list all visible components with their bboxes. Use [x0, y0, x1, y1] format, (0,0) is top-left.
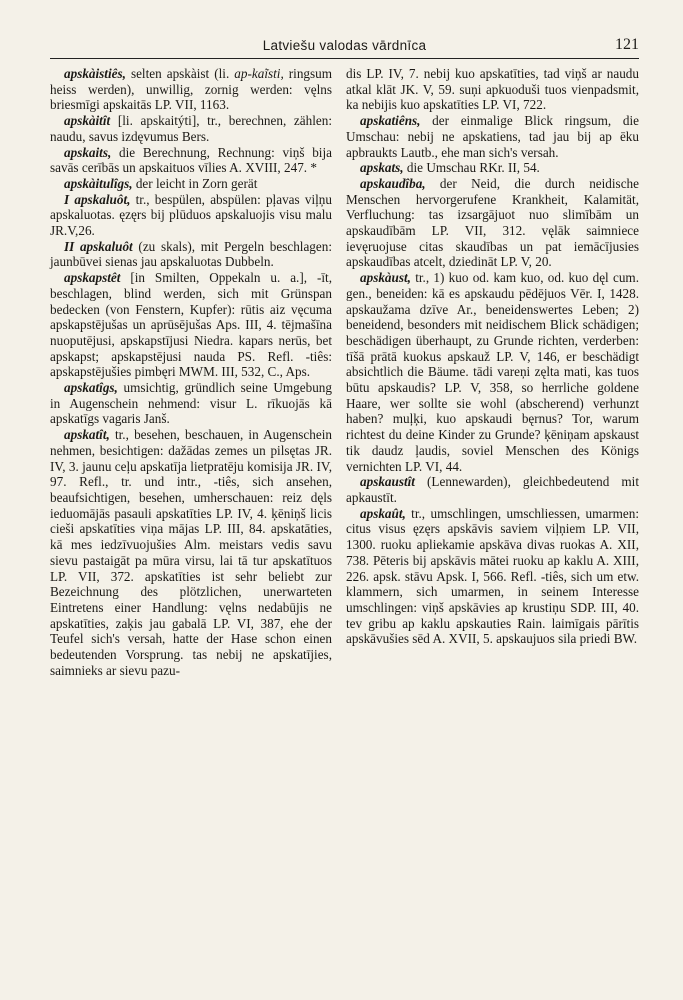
entry-headword: apskatîgs, [64, 380, 118, 396]
entry-headword: apskàust, [360, 270, 411, 286]
dictionary-entry [50, 113, 332, 144]
page-number: 121 [615, 36, 639, 53]
entry-text: (zu skals), mit Pergeln beschlagen: jaunbūvei sienas jau apskaluotas Dubbeln. [50, 238, 333, 270]
entry-example: ap-kaĩsti, [234, 66, 284, 81]
entry-text: umsichtig, gründlich seine Umgebung in Augenschein nehmend: visur L. rīkuojās kā apskatīgs vagaris Janš. [50, 380, 332, 427]
running-title: Latviešu valodas vārdnīca [262, 38, 427, 53]
entry-text: tr., besehen, beschauen, in Augenschein nehmen, besichtigen: dažādas zemes un pilsętas JR. IV, 3. jaunu ceļu apskatīja lietpratēju komisija JR. IV, 97. Refl., tr. und intr., -tiês, sich ansehen, beaufsichtigen, besehen, umherschauen: reiz dęls ieduomājās pasauli apskatīties LP. IV, 4. ķēniņš licis cieši apskatīties viņa mājas LP. III, 84. apskatāties, kā mes iedzīvuojušies Alm. meistars vedis savu sievu pastaigāt pa mūra virsu, lai tā tur apskatītuos LP. VII, 372. apskatīties ist sehr beliebt zur Bezeichnung des plötzlichen, unerwarteten Eintretens einer Handlung: vęlns nedabūjis ne apskatīties, zaķis jau gabalā LP. VI, 387, ehe der Teufel sich's versah, hatte der Hase schon einen bedeutenden Vorsprung. tas nebij ne apskatījies, saimnieks ar sievu pazu- [50, 427, 332, 678]
entry-headword: apskàitît [64, 113, 111, 129]
dictionary-entry [346, 66, 639, 113]
dictionary-entry [50, 66, 332, 113]
dictionary-entry [50, 192, 332, 239]
entry-headword: apskaût, [360, 505, 406, 521]
page-header [50, 36, 639, 59]
dictionary-entry [50, 145, 332, 176]
dictionary-entry [50, 427, 332, 678]
entry-headword: apskatît, [64, 427, 110, 443]
entry-headword: II apskaluôt [64, 238, 133, 254]
dictionary-entry [346, 506, 639, 647]
entry-text: der leicht in Zorn gerät [132, 175, 258, 191]
right-column [346, 66, 639, 647]
dictionary-entry [50, 270, 332, 380]
entry-text: dis LP. IV, 7. nebij kuo apskatīties, tad viņš ar naudu atkal klāt JK. V, 59. suņi apkuoduši tuos vienpadsmit, ka nebijis kuo apskatīties LP. VI, 722. [346, 66, 639, 113]
entry-headword: apskats, [360, 160, 404, 176]
dictionary-entry [50, 176, 332, 192]
entry-headword: apskàistiês, [64, 66, 126, 81]
entry-headword: apskaustît [360, 474, 415, 490]
dictionary-entry [346, 113, 639, 160]
dictionary-entry [50, 380, 332, 427]
entry-headword: apskaudîba, [360, 175, 426, 191]
dictionary-entry [346, 474, 639, 505]
entry-text: der einmalige Blick ringsum, die Umschau: nebij ne apskatiens, tad jau bij ap ēku apbraukts Lautb., ehe man sich's versah. [346, 113, 639, 160]
entry-headword: apskaits, [64, 144, 112, 160]
entry-headword: apskàitulîgs, [64, 175, 133, 191]
entry-headword: I apskaluôt, [64, 191, 131, 207]
dictionary-entry [50, 239, 332, 270]
entry-text: die Umschau RKr. II, 54. [403, 160, 540, 176]
entry-text: tr., umschlingen, umschliessen, umarmen: citus visus ęzęrs apskāvis saviem viļņiem LP. VII, 1300. ruoku apliekamie apskāva divas ruokas A. XII, 738. Pēteris bij apskāvis mātei ruoku ap kaklu A. XIII, 226. apsk. stāvu Apsk. I, 566. Refl. -tiês, sich um etw. klammern, sich umarmen, in seinem Interesse umschlingen: viņš apskāvies ap krustiņu SDP. III, 40. tev gribu ap kaklu apskauties Rain. laimīgais pārītis apskāvušies sēd A. XVII, 5. apskaujuos sila priedi BW. [346, 505, 639, 647]
left-column [50, 66, 332, 678]
entry-text: tr., 1) kuo od. kam kuo, od. kuo dęl cum. gen., beneiden: kā es apskaudu pēdējuos Vēr. I, 1428. apskaužama dzīve Ar., beneidenswertes Leben; 2) beneidend, besonders mit neidischem Blick schädigen; beschädigen überhaupt, zu Grunde richten, verderben: tīšā prātā kuokus apskauž LP. V, 146, er beschädigt absichtlich die Bäume. tādi vareņi zęlta mati, kas tuos būtu apskaudis? LP. V, 358, so herrliche goldene Haare, wer sollte sie wohl (abscherend) verhunzt haben? muļķi, kuo apskaudi bęrnus? Tor, warum richtest du deine Kinder zu Grunde? ķēniņam apskaust tik daudz ļaudis, soviel Menschen des Königs vernichten LP. VI, 44. [346, 270, 639, 474]
entry-text: tr., bespülen, abspülen: pļavas viļņu apskaluotas. ęzęrs bij plūduos apskaluojis visu malu JR.V,26. [50, 191, 332, 239]
entry-headword: apskapstêt [64, 270, 121, 286]
entry-text: [li. apskaitýti], tr., berechnen, zählen: naudu, savus izdęvumus Bers. [50, 113, 332, 144]
entry-text: (Lennewarden), gleichbedeutend mit apkaustīt. [346, 474, 639, 505]
dictionary-entry [346, 160, 639, 176]
entry-text: die Berechnung, Rechnung: viņš bija savās cerībās un apskaituos vīlies A. XVIII, 247. * [50, 144, 332, 176]
entry-text: der Neid, die durch neidische Menschen hervorgerufene Krankheit, Kalamität, Verfluchung: tas izsargājuot nuo slimībām un apskaudībām LP. VII, 312. vęlāk saimniece ievęruojuse citas skaudības un pat iemācījusies apskaudības atcelt, dziedināt LP. V, 20. [346, 175, 639, 270]
entry-text: selten apskàist (li. [125, 66, 235, 81]
entry-headword: apskatiêns, [360, 113, 421, 129]
entry-text: [in Smilten, Oppekaln u. a.], -īt, beschlagen, blind werden, sich mit Grünspan bedecken (von Fenstern, Kupfer): rūtis aiz vęcuma apskapstējušas un aprūsējušas Aps. III, 4. tējmašīna nuoputējusi, apskapstījusi Niedra. kapars nerūs, bet apskapst; apskapstējusi naudа PS. Refl. -tiês: apskapstējušies pimbęri MWM. III, 532, C., Aps. [50, 270, 332, 380]
entry-text-continued: ringsum heiss werden), unwillig, zornig werden: vęlns briesmīgi apskaitās LP. VII, 1163. [50, 66, 333, 113]
dictionary-entry [346, 176, 639, 270]
dictionary-entry [346, 270, 639, 474]
